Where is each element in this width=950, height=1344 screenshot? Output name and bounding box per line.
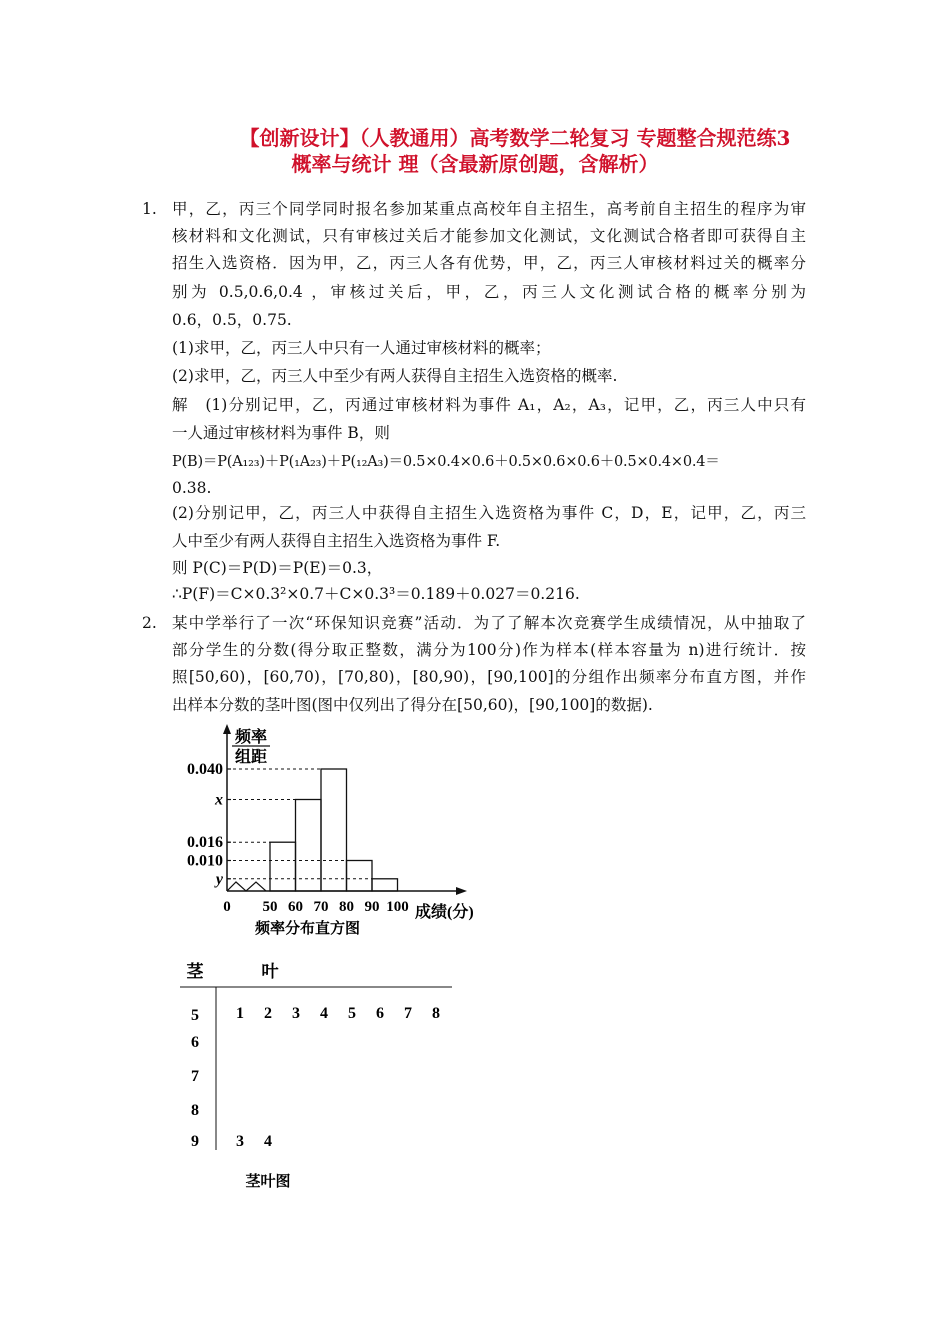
leaf-value: 4 xyxy=(320,1005,328,1022)
q1-solution-line: 解 (1)分别记甲，乙，丙通过审核材料为事件 A₁，A₂，A₃，记甲，乙，丙三人中只有 xyxy=(172,396,806,414)
q1-solution-line: 人中至少有两人获得自主招生入选资格为事件 F. xyxy=(172,532,501,550)
x-axis-arrow xyxy=(456,887,467,895)
doc-title-line-2: 概率与统计 理（含最新原创题，含解析） xyxy=(291,152,659,176)
x-tick-label: 90 xyxy=(364,899,380,915)
y-tick-label: x xyxy=(215,791,223,809)
stem-value: 9 xyxy=(191,1133,199,1150)
q1-text-line: 别为 0.5,0.6,0.4 ，审核过关后，甲，乙，丙三人文化测试合格的概率分别为 xyxy=(172,283,806,301)
q2-text-line: 某中学举行了一次“环保知识竞赛”活动．为了了解本次竞赛学生成绩情况，从中抽取了 xyxy=(172,614,806,632)
x-tick-label: 60 xyxy=(288,899,303,915)
leaf-value: 1 xyxy=(236,1005,244,1022)
stem-value: 7 xyxy=(191,1068,199,1085)
leaf-value: 6 xyxy=(376,1005,384,1022)
q1-subquestion-1: (1)求甲，乙，丙三人中只有一人通过审核材料的概率； xyxy=(172,339,551,357)
histogram-bar xyxy=(321,769,347,891)
y-tick-label: 0.040 xyxy=(187,761,223,778)
x-axis-label: 成绩(分) xyxy=(415,904,474,921)
q1-solution-line: P(B)＝P(A₁₂₃)＋P(₁A₂₃)＋P(₁₂A₃)＝0.5×0.4×0.6＋0.5×0.6×0.6＋0.5×0.4×0.4＝ xyxy=(172,454,720,470)
leaf-value: 4 xyxy=(264,1133,272,1150)
x-tick-label: 100 xyxy=(386,899,409,915)
histogram-bar xyxy=(296,800,322,892)
histogram-title: 频率分布直方图 xyxy=(255,921,361,937)
stem-value: 8 xyxy=(191,1102,199,1119)
y-tick-label: 0.016 xyxy=(187,834,223,852)
q1-solution-line: 则 P(C)＝P(D)＝P(E)＝0.3， xyxy=(172,559,383,577)
y-label-bottom: 组距 xyxy=(235,749,268,766)
leaf-value: 2 xyxy=(264,1005,272,1022)
q2-text-line: 照[50,60)，[60,70)，[70,80)，[80,90)，[90,100]的分组作出频率分布直方图，并作 xyxy=(172,668,806,686)
doc-title-line-1: 【创新设计】（人教通用）高考数学二轮复习 专题整合规范练3 xyxy=(239,126,791,150)
q1-solution-line: (2)分别记甲，乙，丙三人中获得自主招生入选资格为事件 C，D，E，记甲，乙，丙三 xyxy=(172,504,806,522)
stem-leaf-plot xyxy=(170,950,470,1200)
q1-text-line: 0.6，0.5，0.75. xyxy=(172,311,292,329)
y-axis-arrow xyxy=(223,724,231,734)
leaf-value: 3 xyxy=(292,1005,300,1022)
y-tick-label: 0.010 xyxy=(187,852,223,870)
q1-solution-line: 0.38. xyxy=(172,479,212,497)
y-tick-label: y xyxy=(215,870,223,888)
frequency-histogram xyxy=(170,720,500,945)
x-tick-label: 70 xyxy=(313,899,329,915)
q1-text-line: 甲，乙，丙三个同学同时报名参加某重点高校年自主招生，高考前自主招生的程序为审 xyxy=(172,200,806,218)
leaf-value: 8 xyxy=(432,1005,440,1022)
stemleaf-title: 茎叶图 xyxy=(245,1174,291,1190)
leaf-value: 3 xyxy=(236,1133,244,1150)
leaf-value: 5 xyxy=(348,1005,356,1022)
x-tick-label: 50 xyxy=(262,899,278,915)
q2-text-line: 出样本分数的茎叶图(图中仅列出了得分在[50,60)，[90,100]的数据). xyxy=(172,696,653,714)
stem-header: 茎 xyxy=(186,962,204,981)
q1-text-line: 招生入选资格．因为甲，乙，丙三人各有优势，甲，乙，丙三人审核材料过关的概率分 xyxy=(172,254,806,272)
question-2-number: 2. xyxy=(142,614,157,632)
histogram-bar xyxy=(372,879,398,891)
axis-break xyxy=(227,882,266,891)
stem-value: 5 xyxy=(191,1007,199,1024)
leaf-header: 叶 xyxy=(261,962,279,981)
x-tick-label: 0 xyxy=(223,899,231,915)
q1-solution-line: 一人通过审核材料为事件 B，则 xyxy=(172,424,390,442)
stem-value: 6 xyxy=(191,1034,199,1051)
leaf-value: 7 xyxy=(404,1005,412,1022)
q2-text-line: 部分学生的分数(得分取正整数，满分为100分)作为样本(样本容量为 n)进行统计．按 xyxy=(172,641,806,659)
x-tick-label: 80 xyxy=(339,899,354,915)
q1-subquestion-2: (2)求甲，乙，丙三人中至少有两人获得自主招生入选资格的概率. xyxy=(172,367,618,385)
q1-text-line: 核材料和文化测试，只有审核过关后才能参加文化测试，文化测试合格者即可获得自主 xyxy=(172,227,806,245)
y-label-top: 频率 xyxy=(235,729,268,746)
histogram-bar xyxy=(270,842,296,891)
question-1-number: 1. xyxy=(142,200,157,218)
q1-solution-line: ∴P(F)＝C×0.3²×0.7＋C×0.3³＝0.189＋0.027＝0.216. xyxy=(172,585,580,603)
histogram-bar xyxy=(347,861,373,892)
